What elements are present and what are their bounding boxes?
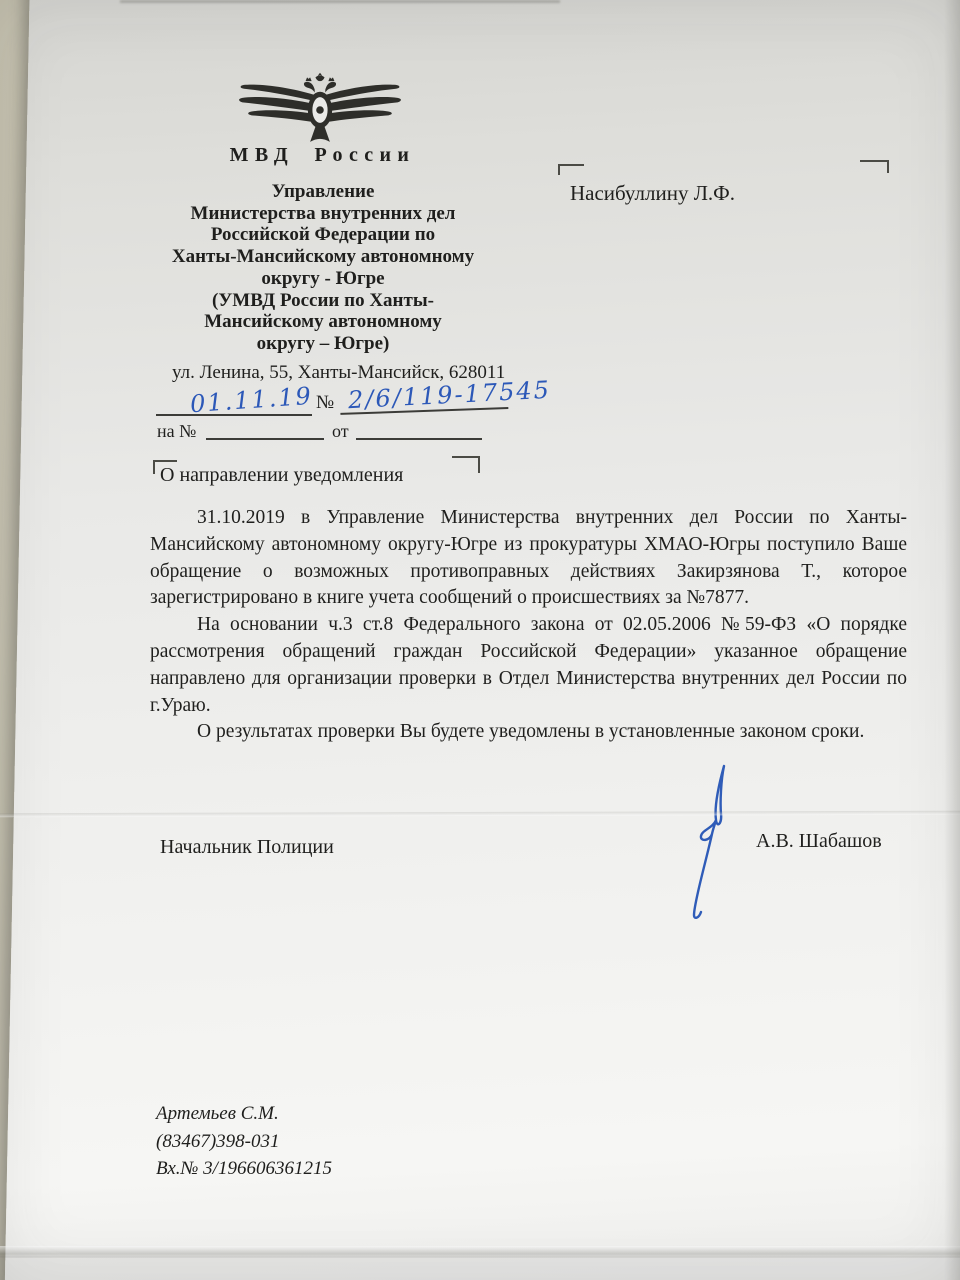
handwritten-date: 01.11.19 <box>189 381 314 419</box>
subject-line: О направлении уведомления <box>160 464 404 486</box>
letterhead-line: Ханты-Мансийскому автономному <box>171 246 475 268</box>
number-sign-label: № <box>316 392 335 413</box>
recipient-corner-mark-right <box>860 160 889 173</box>
recipient-corner-mark-left <box>558 164 584 175</box>
from-label: от <box>332 421 349 441</box>
from-blank-line <box>356 418 482 440</box>
executor-name: Артемьев С.М. <box>156 1103 279 1124</box>
signer-name: А.В. Шабашов <box>756 830 882 852</box>
reply-to-label: на № <box>157 421 197 441</box>
letterhead-line: Мансийскому автономному <box>204 311 442 333</box>
body-paragraph: На основании ч.3 ст.8 Федерального закона от 02.05.2006 №59-ФЗ «О порядке рассмотрения обращений граждан Российской Федерации» указанное обращение направлено для организации проверки в Отдел Министерства внутренних дел России по г.Ураю. <box>150 614 907 716</box>
org-name: МВД России <box>229 144 416 166</box>
letterhead-line: округу – Югре) <box>256 332 390 354</box>
number-blank-line <box>340 385 509 415</box>
body-paragraph: О результатах проверки Вы будете уведомлены в установленные законом сроки. <box>197 721 865 743</box>
pen-signature-stroke <box>686 762 738 926</box>
executor-block <box>156 1100 332 1183</box>
org-address: ул. Ленина, 55, Ханты-Мансийск, 628011 <box>172 362 506 383</box>
date-blank-line <box>156 392 312 416</box>
letterhead-line: Управление <box>271 181 375 202</box>
handwritten-doc-number: 2/6/119-17545 <box>347 375 552 415</box>
incoming-number: Вх.№ 3/196606361215 <box>156 1158 332 1179</box>
letterhead-line: Министерства внутренних дел <box>190 202 456 224</box>
body-paragraph: 31.10.2019 в Управление Министерства внутренних дел России по Ханты-Мансийскому автономному округу-Югре из прокуратуры ХМАО-Югры поступило Ваше обращение о возможных противоправных действиях Закирзянова Т., которое зарегистрировано в книге учета сообщений о происшествиях за №7877. <box>150 507 907 609</box>
letterhead-block <box>148 181 498 355</box>
letter-body <box>150 505 907 746</box>
letterhead-line: Российской Федерации по <box>210 224 436 246</box>
executor-phone: (83467)398-031 <box>156 1130 280 1152</box>
letterhead-line: (УМВД России по Ханты- <box>212 289 434 311</box>
reply-to-blank-line <box>206 418 324 440</box>
mvd-eagle-emblem-icon <box>236 72 404 148</box>
subject-corner-mark-right <box>452 456 480 473</box>
recipient-name: Насибуллину Л.Ф. <box>570 181 736 205</box>
letterhead-line: округу - Югре <box>261 267 385 289</box>
signer-position: Начальник Полиции <box>160 836 334 858</box>
